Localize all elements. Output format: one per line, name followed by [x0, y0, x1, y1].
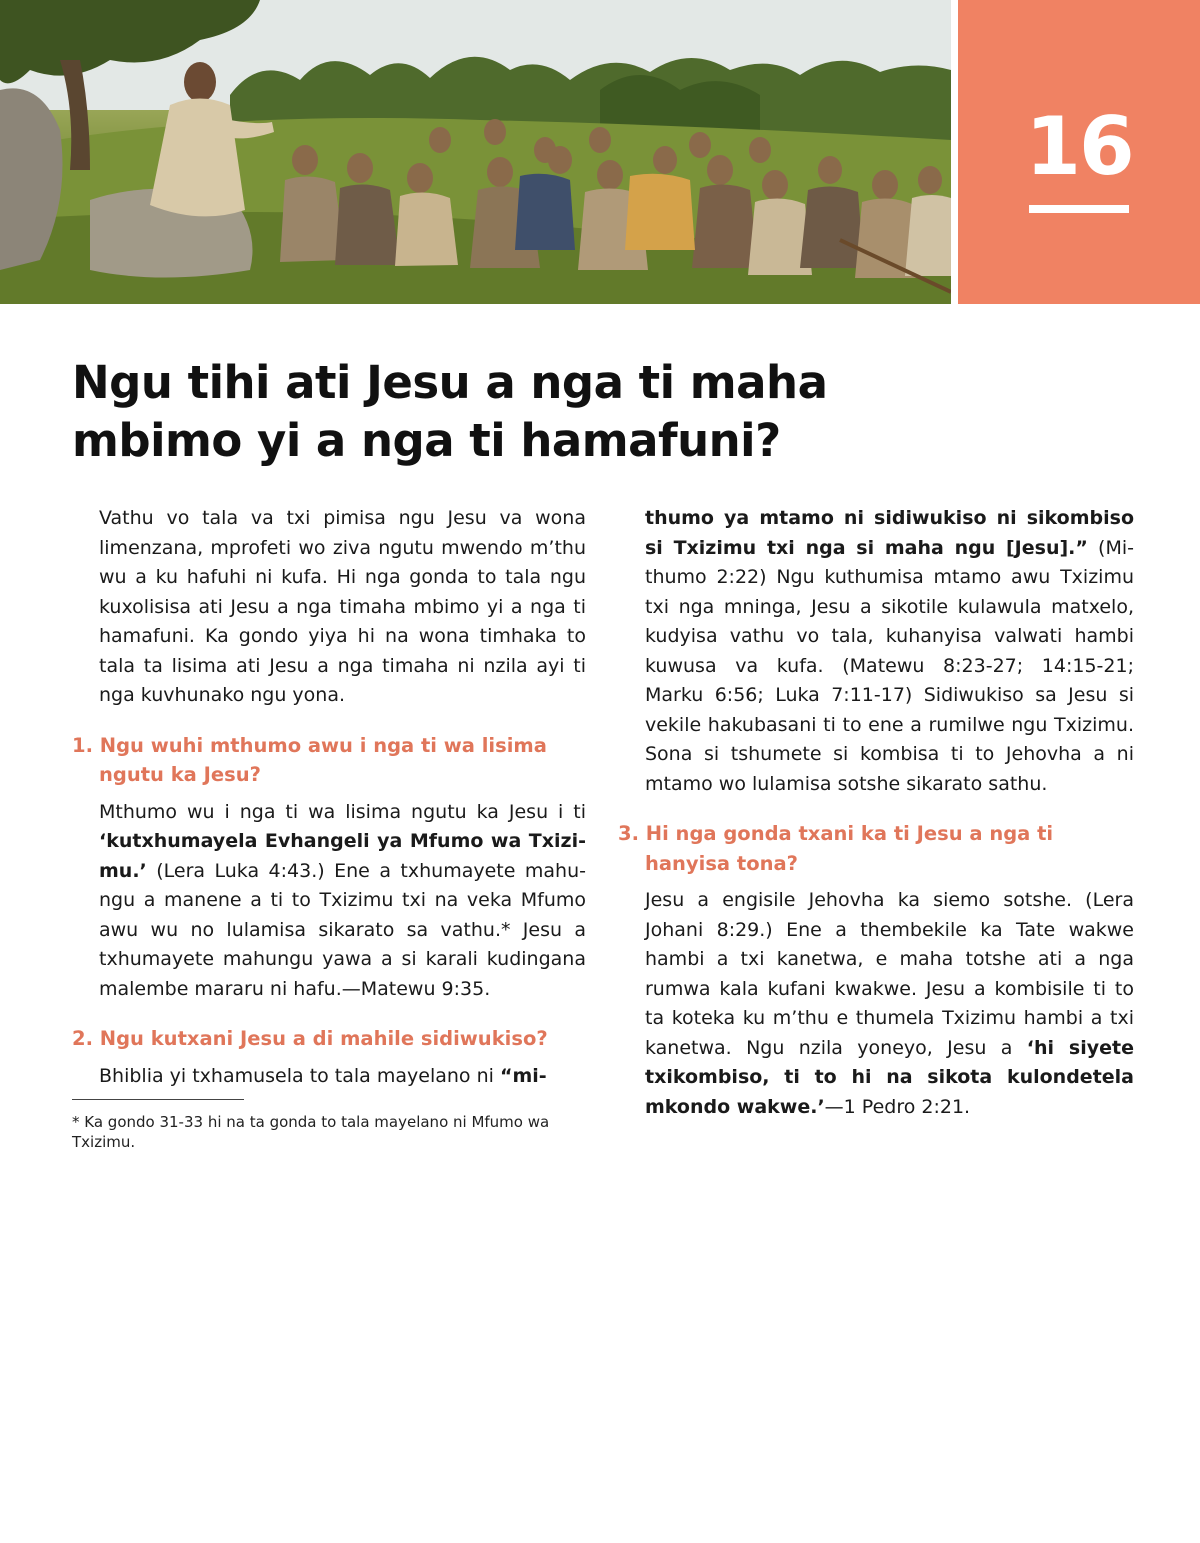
question-1-heading: 1. Ngu wuhi mthumo awu i nga ti wa lisima ngutu ka Jesu?: [72, 733, 547, 786]
question-1-answer: [72, 798, 586, 1005]
answer-text: (Lera Luka 4:43.) Ene a txhumayete mahungu a manene a ti to Txizimu txi na veka Mfumo awu wu no lulamisa sikarato sa vathu.* Jesu a txhumayete mahungu yawa a si karali kudingana malembe mararu ni hafu.—Matewu 9:35.: [99, 859, 586, 1000]
page-title: [72, 354, 972, 470]
left-column: [72, 504, 586, 1152]
question-3-answer: [618, 886, 1134, 1122]
intro-paragraph: Vathu vo tala va txi pimisa ngu Jesu va wona limenzana, mprofeti wo ziva ngutu mwendo m’thu wu a ku hafuhi ni kufa. Hi nga gonda to tala ngu kuxolisisa ati Jesu a nga timaha mbimo yi a nga ti hamafuni. Ka gondo yiya hi na wona timhaka to tala ta lisima ati Jesu a nga timaha ni nzila ayi ti nga kuvhunako ngu yona.: [99, 507, 586, 706]
footnote: * Ka gondo 31-33 hi na ta gonda to tala mayelano ni Mfumo wa Txizimu.: [72, 1113, 550, 1151]
answer-text: (Mithumo 2:22) Ngu kuthumisa mtamo awu Txizimu txi nga mninga, Jesu a sikotile kulawula matxelo, kudyisa vathu vo tala, kuhanyisa valwati hambi kuwusa va kufa. (Matewu 8:23-27; 14:15-21; Marku 6:56; Luka 7:11-17) Sidiwukiso sa Jesu si vekile hakubasani ti to ene a rumilwe ngu Txizimu. Sona si tshumete si kombisa ti to Jehovha a ni mtamo wo lulamisa sotshe sikarato sathu.: [645, 536, 1135, 795]
chapter-number-underline: [1029, 205, 1129, 213]
answer-text: —1 Pedro 2:21.: [824, 1095, 971, 1118]
answer-bold-quote-start: “mi-: [499, 1064, 547, 1087]
right-column: [618, 504, 1134, 1142]
answer-text: Jesu a engisile Jehovha ka siemo sotshe. (Lera Johani 8:29.) Ene a thembekile ka Tate wakwe hambi a txi kanetwa, e maha totshe ati a nga rumwa kala kufani kwakwe. Jesu a kombisile ti to ta koteka ku m’thu e thumela Txizimu hambi a txi kanetwa. Ngu nzila yoneyo, Jesu a: [645, 889, 1134, 1059]
answer-text: Bhiblia yi txhamusela to tala mayelano ni: [99, 1064, 500, 1087]
page-title-line-2: mbimo yi a nga ti hamafuni?: [72, 414, 781, 467]
question-2-heading: 2. Ngu kutxani Jesu a di mahile sidiwukiso?: [72, 1027, 548, 1050]
page-title-line-1: Ngu tihi ati Jesu a nga ti maha: [72, 356, 828, 409]
question-3-heading: 3. Hi nga gonda txani ka ti Jesu a nga ti hanyisa tona?: [618, 822, 1054, 875]
header-photo: [0, 0, 951, 304]
footnote-divider: [72, 1099, 244, 1100]
answer-bold-quote: thumo ya mtamo ni sidiwukiso ni sikombiso si Txizimu txi nga si maha ngu [Jesu].”: [645, 507, 1134, 559]
chapter-number: 16: [1025, 100, 1133, 193]
chapter-number-box: [958, 0, 1200, 304]
answer-text: Mthumo wu i nga ti wa lisima ngutu ka Jesu i ti: [99, 800, 586, 823]
answer-bold-quote: ‘kutxhumayela Evhangeli ya Mfumo wa Txizimu.’: [99, 830, 586, 882]
jesus-teaching-illustration: [0, 0, 951, 304]
question-2-answer-start: [72, 1062, 586, 1092]
question-2-answer-continued: [618, 504, 1134, 799]
answer-bold-quote: ‘hi siyete txikombiso, ti to hi na sikota kulondetela mkondo wakwe.’: [645, 1036, 1134, 1118]
